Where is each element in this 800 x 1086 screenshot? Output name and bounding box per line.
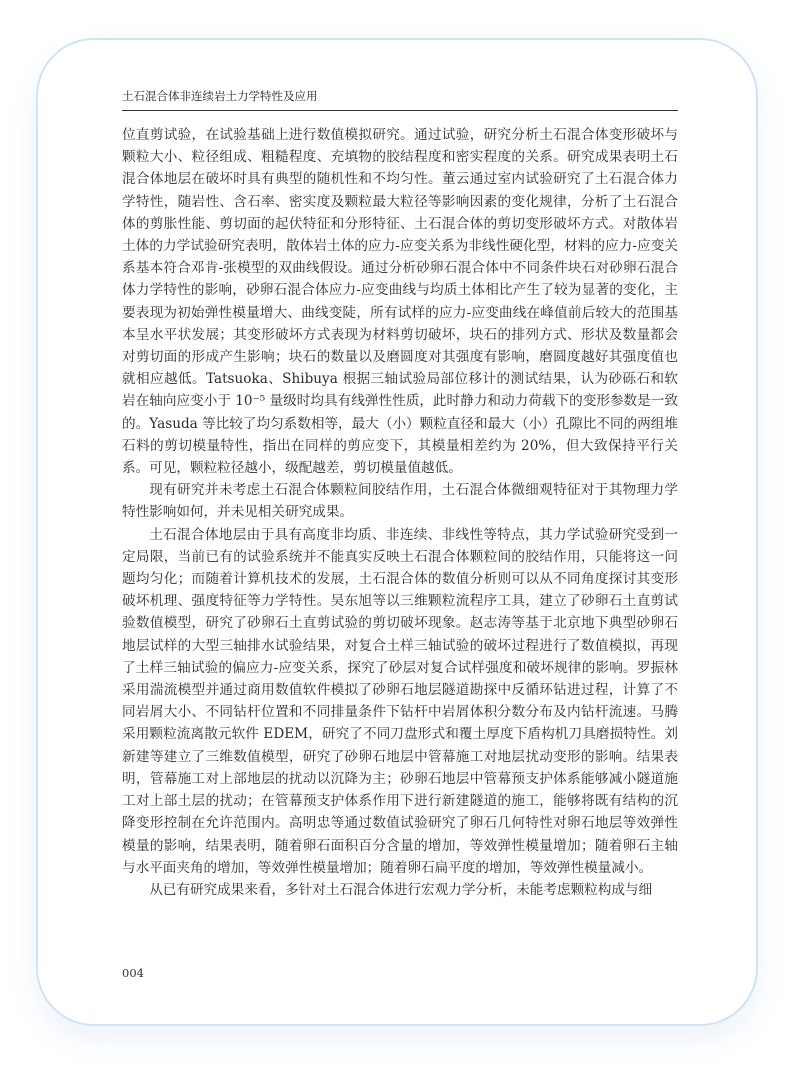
- running-header: 土石混合体非连续岩土力学特性及应用: [122, 86, 678, 111]
- page-number: 004: [122, 966, 144, 980]
- paragraph-2: 现有研究并未考虑土石混合体颗粒间胶结作用，土石混合体微细观特征对于其物理力学特性影响如何，并未见相关研究成果。: [122, 482, 678, 521]
- paragraph-3: 土石混合体地层由于具有高度非均质、非连续、非线性等特点，其力学试验研究受到一定局限，当前已有的试验系统并不能真实反映土石混合体颗粒间的胶结作用，只能将这一问题均匀化；而随着计算机技术的发展，土石混合体的数值分析则可以从不同角度探讨其变形破坏机理、强度特征等力学特性。吴东旭等以三维颗粒流程序工具，建立了砂卵石土直剪试验数值模型，研究了砂卵石土直剪试验的剪切破坏现象。赵志涛等基于北京地下典型砂卵石地层试样的大型三轴排水试验结果，对复合土样三轴试验的破坏过程进行了数值模拟，再现了土样三轴试验的偏应力-应变关系，探究了砂层对复合试样强度和破坏规律的影响。罗振林采用湍流模型并通过商用数值软件模拟了砂卵石地层隧道勘探中反循环钻进过程，计算了不同岩屑大小、不同钻杆位置和不同排量条件下钻杆中岩屑体积分数分布及内钻杆流速。马腾采用颗粒流离散元软件 EDEM，研究了不同刀盘形式和覆土厚度下盾构机刀具磨损特性。刘新建等建立了三维数值模型，研究了砂卵石地层中管幕施工对地层扰动变形的影响。结果表明，管幕施工对上部地层的扰动以沉降为主；砂卵石地层中管幕预支护体系能够减小隧道施工对上部土层的扰动；在管幕预支护体系作用下进行新建隧道的施工，能够将既有结构的沉降变形控制在允许范围内。高明忠等通过数值试验研究了卵石几何特性对卵石地层等效弹性模量的影响，结果表明，随着卵石面积百分含量的增加，等效弹性模量增加；随着卵石主轴与水平面夹角的增加，等效弹性模量增加；随着卵石扁平度的增加，等效弹性模量减小。: [122, 526, 678, 876]
- body-text: [122, 124, 678, 901]
- paragraph-1: 位直剪试验，在试验基础上进行数值模拟研究。通过试验，研究分析土石混合体变形破坏与颗粒大小、粒径组成、粗糙程度、充填物的胶结程度和密实程度的关系。研究成果表明土石混合体地层在破坏时具有典型的随机性和不均匀性。董云通过室内试验研究了土石混合体力学特性，随岩性、含石率、密实度及颗粒最大粒径等影响因素的变化规律，分析了土石混合体的剪胀性能、剪切面的起伏特征和分形特征、土石混合体的剪切变形破坏方式。对散体岩土体的力学试验研究表明，散体岩土体的应力-应变关系为非线性硬化型，材料的应力-应变关系基本符合邓肯-张模型的双曲线假设。通过分析砂卵石混合体中不同条件块石对砂卵石混合体力学特性的影响，砂卵石混合体应力-应变曲线与均质土体相比产生了较为显著的变化，主要表现为初始弹性模量增大、曲线变陡，所有试样的应力-应变曲线在峰值前后较大的范围基本呈水平状发展；其变形破坏方式表现为材料剪切破坏，块石的排列方式、形状及数量都会对剪切面的形成产生影响；块石的数量以及磨圆度对其强度有影响，磨圆度越好其强度值也就相应越低。Tatsuoka、Shibuya 根据三轴试验局部位移计的测试结果，认为砂砾石和软岩在轴向应变小于 10⁻⁵ 量级时均具有线弹性性质，此时静力和动力荷载下的变形参数是一致的。Yasuda 等比较了均匀系数相等，最大（小）颗粒直径和最大（小）孔隙比不同的两组堆石料的剪切模量特性，指出在同样的剪应变下，其模量相差约为 20%，但大致保持平行关系。可见，颗粒粒径越小，级配越差，剪切模量值越低。: [122, 127, 678, 477]
- paragraph-4: 从已有研究成果来看，多针对土石混合体进行宏观力学分析，未能考虑颗粒构成与细: [149, 881, 653, 898]
